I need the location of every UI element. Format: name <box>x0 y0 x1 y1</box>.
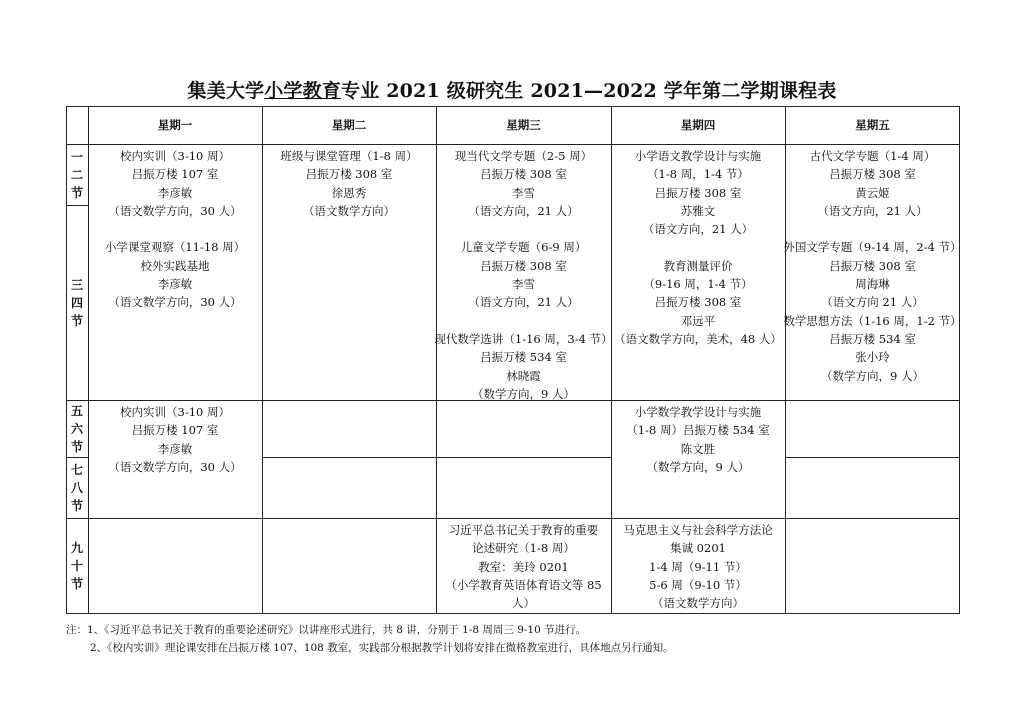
cell-line: 现当代文学专题（2-5 周） <box>454 149 593 163</box>
cell-line: 吕振万楼 534 室 <box>829 331 916 346</box>
cell-line: 李彦敏 <box>157 185 193 200</box>
period-7-8: 七 八 节 <box>70 463 83 513</box>
cell-friday-morning <box>779 147 966 385</box>
title-major: 小学教育 <box>264 80 342 102</box>
cell-line: （1-8 周）吕振万楼 534 室 <box>626 423 770 438</box>
cell-line: 李雪 <box>512 185 535 200</box>
schedule-table <box>66 106 960 614</box>
cell-line: 吕振万楼 107 室 <box>131 423 219 438</box>
cell-line: （语文方向 21 人） <box>821 295 924 310</box>
cell-tuesday-morning <box>262 147 436 220</box>
cell-line: （数学方向，9 人） <box>821 368 924 383</box>
cell-monday-morning <box>88 147 262 312</box>
cell-line: （语文数学方向，30 人） <box>108 203 242 218</box>
cell-line: 校内实训（3-10 周） <box>120 405 230 419</box>
cell-line <box>779 220 966 238</box>
header-tuesday: 星期二 <box>331 118 367 132</box>
cell-line: 1-4 周（9-11 节） <box>649 559 747 574</box>
cell-thursday-morning <box>605 147 791 348</box>
period-5-6: 五 六 节 <box>70 404 83 454</box>
cell-line: 黄云姬 <box>855 185 890 200</box>
page-title <box>0 76 1024 103</box>
cell-line: 教育测量评价 <box>663 258 733 273</box>
cell-line: 教室：美玲 0201 <box>478 559 569 574</box>
cell-line: 人） <box>512 596 535 611</box>
row-line-p12 <box>66 205 88 206</box>
cell-line: （9-16 周，1-4 节） <box>643 277 753 292</box>
cell-line: （语文数学方向，30 人） <box>108 295 242 310</box>
cell-line: 李彦敏 <box>157 441 193 456</box>
cell-line <box>88 220 262 238</box>
table-border-bottom <box>66 613 960 614</box>
cell-line: 吕振万楼 308 室 <box>480 167 567 182</box>
cell-line: 5-6 周（9-10 节） <box>649 577 747 592</box>
title-rest: 专业 2021 级研究生 2021—2022 学年第二学期课程表 <box>341 80 837 102</box>
cell-line: 小学课堂观察（11-18 周） <box>104 240 246 255</box>
cell-line <box>430 312 617 330</box>
cell-line: 班级与课堂管理（1-8 周） <box>280 149 418 163</box>
title-school: 集美大学 <box>187 80 265 102</box>
cell-line: （语文数学方向） <box>652 596 744 611</box>
period-1-2: 一 二 节 <box>70 150 83 200</box>
cell-line: 吕振万楼 534 室 <box>480 350 567 365</box>
period-9-10: 九 十 节 <box>70 541 83 591</box>
row-line-p56 <box>66 457 88 458</box>
cell-line: 小学语文教学设计与实施 <box>634 149 762 163</box>
row-line-p56 <box>785 457 960 458</box>
period-3-4: 三 四 节 <box>70 278 83 328</box>
cell-line: 陈文胜 <box>680 441 716 456</box>
cell-line: （语文方向，21 人） <box>468 295 579 310</box>
cell-line: 李雪 <box>512 277 535 292</box>
cell-thursday-evening <box>611 521 785 612</box>
cell-line: 数学思想方法（1-16 周，1-2 节） <box>783 313 962 328</box>
cell-line: （语文数学方向） <box>303 203 395 218</box>
cell-line: 论述研究（1-8 周） <box>472 541 575 556</box>
cell-line: （1-8 周，1-4 节） <box>647 167 749 182</box>
cell-line <box>605 238 791 256</box>
cell-line: （语文数学方向，30 人） <box>108 459 242 474</box>
cell-line: 吕振万楼 308 室 <box>654 295 742 310</box>
note-1: 注：1、《习近平总书记关于教育的重要论述研究》以讲座形式进行，共 8 讲，分别于 1-8 周周三 9-10 节进行。 <box>66 624 587 636</box>
cell-line: 邓远平 <box>680 313 716 328</box>
cell-line: 吕振万楼 308 室 <box>829 167 916 182</box>
cell-line: 吕振万楼 308 室 <box>654 185 742 200</box>
header-wednesday: 星期三 <box>506 118 541 132</box>
cell-line: （语文数学方向，美术，48 人） <box>614 331 782 346</box>
cell-wednesday-morning <box>430 147 617 403</box>
cell-line: 古代文学专题（1-4 周） <box>809 149 936 163</box>
cell-line: 李彦敏 <box>157 277 193 292</box>
cell-line: 外国文学专题（9-14 周，2-4 节） <box>783 240 962 255</box>
cell-line: 徐恩秀 <box>331 185 367 200</box>
cell-line: 林晓霞 <box>506 368 541 383</box>
cell-line: 吕振万楼 308 室 <box>480 258 567 273</box>
cell-line: 吕振万楼 308 室 <box>305 167 393 182</box>
note-2: 2、《校内实训》理论课安排在吕振万楼 107、108 教室，实践部分根据教学计划将安排在微格教室进行，具体地点另行通知。 <box>90 642 674 654</box>
cell-line: （数学方向，9 人） <box>646 459 750 474</box>
cell-line: 苏雅文 <box>680 203 716 218</box>
row-line-afternoon <box>66 518 960 519</box>
row-line-p56 <box>262 457 611 458</box>
cell-line: 马克思主义与社会科学方法论 <box>623 523 773 537</box>
cell-line: （数学方向，9 人） <box>472 386 575 401</box>
cell-line: 集诚 0201 <box>670 541 726 556</box>
cell-line: 吕振万楼 107 室 <box>131 167 219 182</box>
cell-line: （语文方向，21 人） <box>817 203 928 218</box>
cell-line: （小学教育英语体育语文等 85 <box>445 577 602 592</box>
cell-thursday-afternoon <box>611 403 785 476</box>
cell-line: （语文方向，21 人） <box>468 203 579 218</box>
header-monday: 星期一 <box>157 118 193 132</box>
cell-line: 校外实践基地 <box>140 258 210 273</box>
header-friday: 星期五 <box>855 118 890 132</box>
cell-line: 吕振万楼 308 室 <box>829 258 916 273</box>
cell-line: 张小玲 <box>855 350 890 365</box>
row-line-header <box>66 144 960 145</box>
cell-line: 小学数学教学设计与实施 <box>634 405 762 419</box>
cell-line: 现代数学选讲（1-16 周，3-4 节） <box>434 331 613 346</box>
cell-wednesday-evening <box>436 521 611 612</box>
cell-line: 习近平总书记关于教育的重要 <box>448 523 599 537</box>
cell-line <box>430 220 617 238</box>
cell-line: 校内实训（3-10 周） <box>120 149 230 163</box>
cell-monday-afternoon <box>88 403 262 476</box>
cell-line: （语文方向，21 人） <box>642 222 754 237</box>
header-thursday: 星期四 <box>680 118 716 132</box>
cell-line: 儿童文学专题（6-9 周） <box>460 240 587 255</box>
cell-line: 周海琳 <box>855 277 890 292</box>
